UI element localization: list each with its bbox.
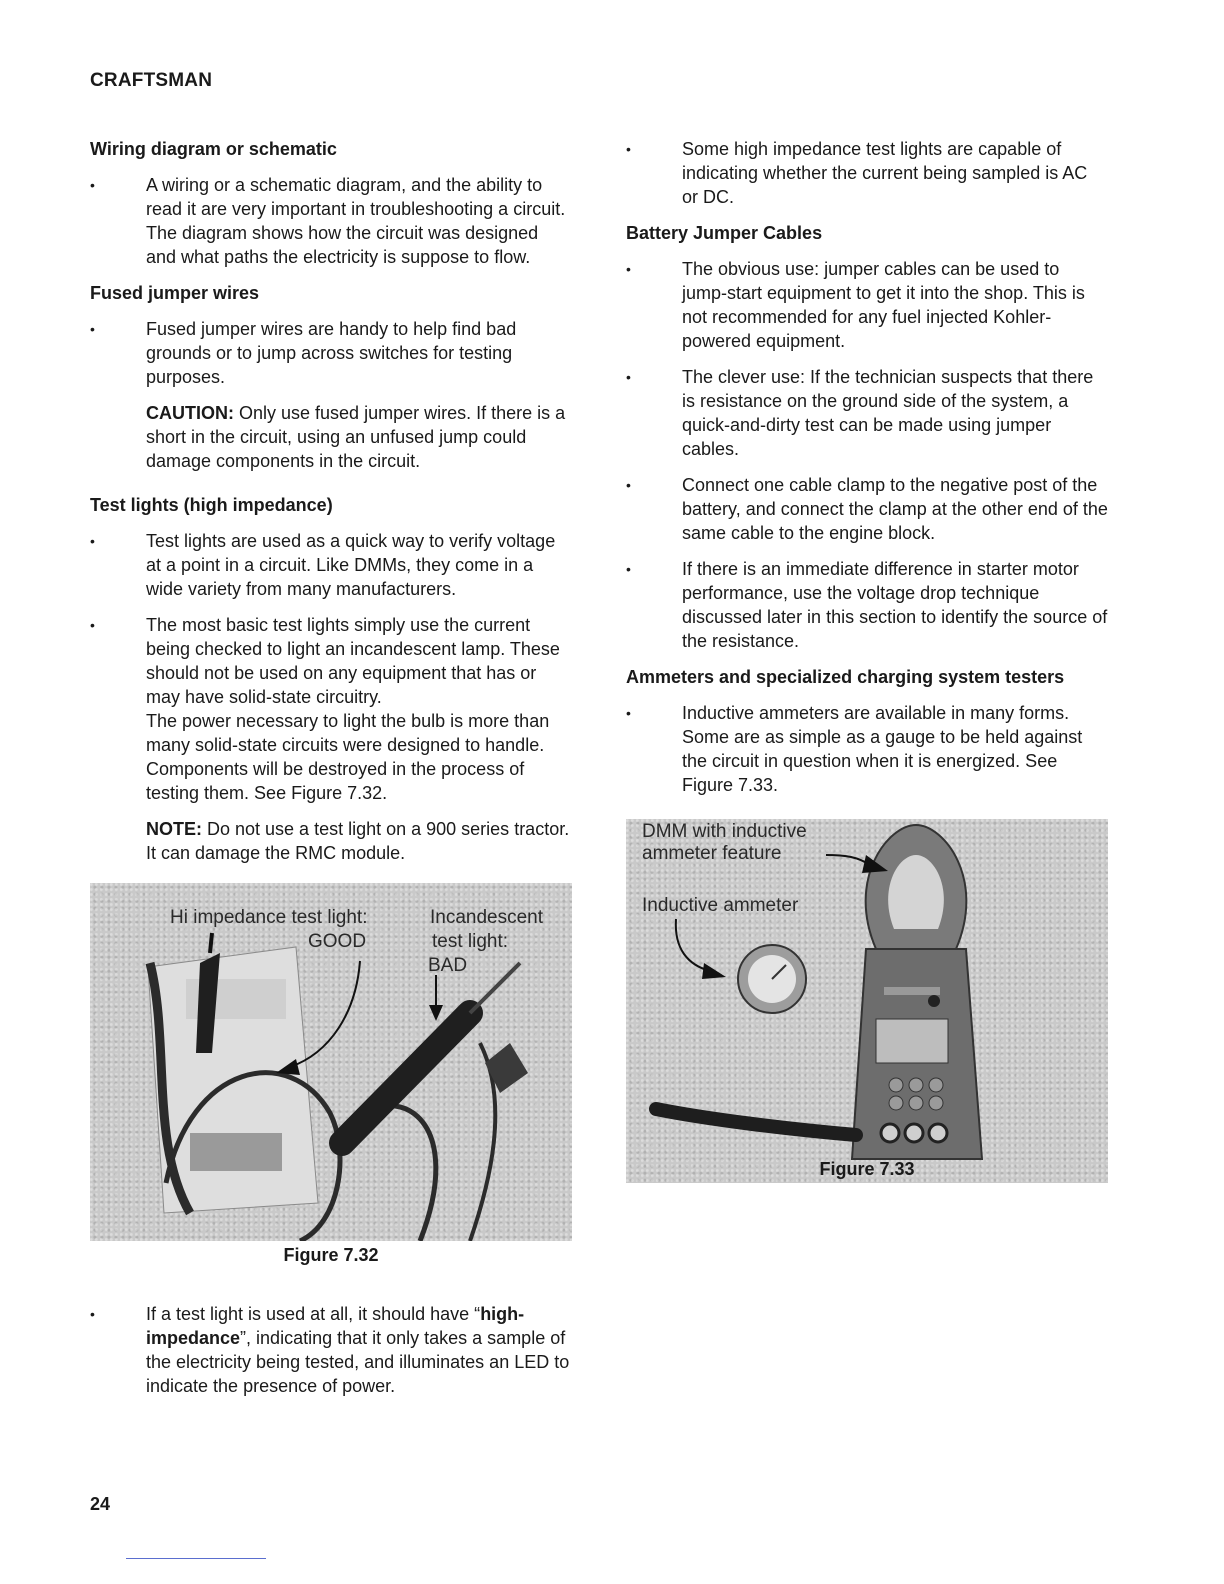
- caution-note: [90, 401, 572, 473]
- label-bad-line2: test light:: [432, 931, 509, 952]
- note-label: NOTE:: [146, 819, 202, 839]
- page-header: CRAFTSMAN: [90, 70, 213, 91]
- bullet-fused: • Fused jumper wires are handy to help find bad grounds or to jump across switches for testing purposes.: [90, 317, 572, 389]
- bullet-test-2a: • The most basic test lights simply use the current being checked to light an incandescent lamp. These should not be used on any equipment that has or may have solid-state circuitry.: [146, 615, 560, 707]
- last-text-bold: high-impedance: [146, 1304, 525, 1348]
- note: [90, 817, 572, 865]
- bullet-acdc: • Some high impedance test lights are capable of indicating whether the current being sampled is AC or DC.: [626, 137, 1108, 209]
- label-bad-line1: Incandescent: [430, 907, 544, 928]
- label-good-line2: GOOD: [308, 931, 367, 952]
- bullet-test-2: [90, 613, 572, 805]
- bullet-battery-2: • The clever use: If the technician suspects that there is resistance on the ground side of the system, a quick-and-dirty test can be made using jumper cables.: [626, 365, 1108, 461]
- bullet-battery-3: • Connect one cable clamp to the negative post of the battery, and connect the clamp at the other end of the same cable to the engine block.: [626, 473, 1108, 545]
- bullet-high-impedance: [90, 1302, 572, 1398]
- last-text-a: If a test light is used at all, it should have “: [146, 1304, 481, 1324]
- heading-wiring: Wiring diagram or schematic: [90, 139, 337, 159]
- bullet-ammeter-1: • Inductive ammeters are available in many forms. Some are as simple as a gauge to be held against the circuit in question when it is energized. See Figure 7.33.: [626, 701, 1108, 797]
- bullet-wiring: • A wiring or a schematic diagram, and the ability to read it are very important in troubleshooting a circuit. The diagram shows how the circuit was designed and what paths the electricity is suppose to flow.: [90, 173, 572, 269]
- bullet-battery-4: • If there is an immediate difference in starter motor performance, use the voltage drop technique discussed later in this section to identify the source of the resistance.: [626, 557, 1108, 653]
- caution-label: CAUTION:: [146, 403, 234, 423]
- label-bad-line3: BAD: [428, 955, 468, 976]
- label-dmm-line1: DMM with inductive: [642, 821, 807, 842]
- label-good-line1: Hi impedance test light:: [170, 907, 368, 928]
- left-column: [90, 137, 572, 1410]
- bullet-test-1: • Test lights are used as a quick way to verify voltage at a point in a circuit. Like DMMs, they come in a wide variety from many manufacturers.: [90, 529, 572, 601]
- label-inductive-ammeter: Inductive ammeter: [642, 895, 799, 916]
- heading-battery: Battery Jumper Cables: [626, 223, 823, 243]
- caution-text: Only use fused jumper wires. If there is a short in the circuit, using an unfused jump could damage components in the circuit.: [146, 403, 566, 471]
- page-number: 24: [90, 1494, 111, 1514]
- footer-rule: [126, 1558, 266, 1559]
- right-column: [626, 137, 1108, 1183]
- figure-7-32-caption: Figure 7.32: [283, 1245, 379, 1265]
- bullet-battery-1: • The obvious use: jumper cables can be used to jump-start equipment to get it into the shop. This is not recommended for any fuel injected Kohler-powered equipment.: [626, 257, 1108, 353]
- figure-7-32: [90, 883, 572, 1241]
- figure-7-33: [626, 819, 1108, 1183]
- bullet-test-2b: The power necessary to light the bulb is more than many solid-state circuits were designed to handle. Components will be destroyed in the process of testing them. See Figure 7.32.: [146, 711, 550, 803]
- last-text-b: ”, indicating that it only takes a sample of the electricity being tested, and illuminates an LED to indicate the presence of power.: [146, 1328, 570, 1396]
- ammeter-photo: [626, 819, 1108, 1183]
- note-text: Do not use a test light on a 900 series tractor. It can damage the RMC module.: [146, 819, 570, 863]
- heading-fused: Fused jumper wires: [90, 283, 260, 303]
- figure-7-33-caption: Figure 7.33: [819, 1159, 915, 1179]
- label-dmm-line2: ammeter feature: [642, 843, 782, 864]
- heading-ammeters: Ammeters and specialized charging system testers: [626, 667, 1065, 687]
- heading-test-lights: Test lights (high impedance): [90, 495, 333, 515]
